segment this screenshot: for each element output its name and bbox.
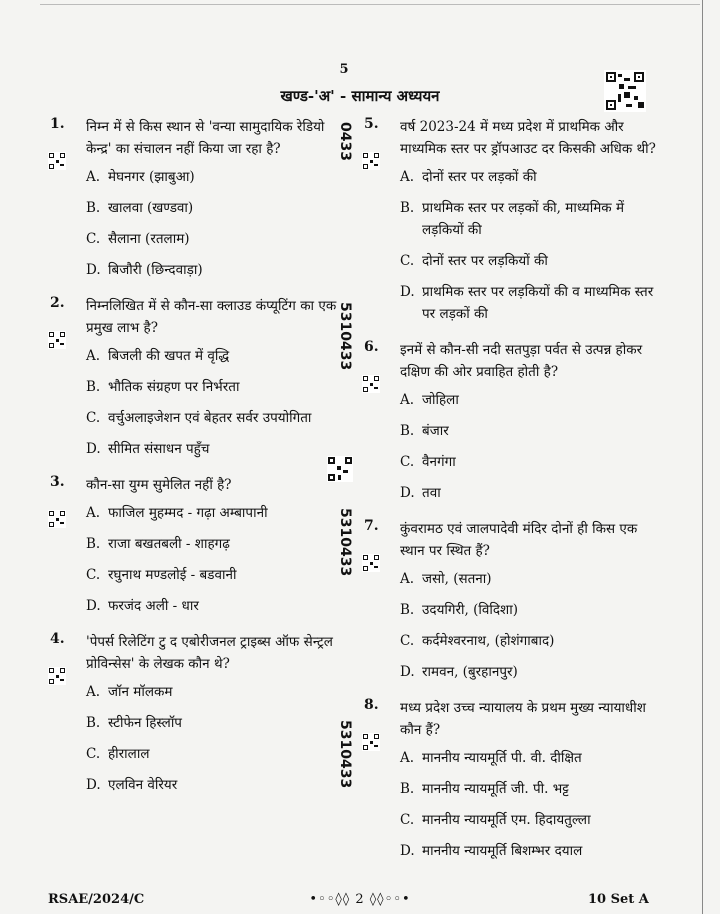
option-letter: A. xyxy=(86,684,101,700)
question-item xyxy=(52,116,342,281)
option-text: जॉन मॉलकम xyxy=(108,684,173,700)
option-letter: D. xyxy=(86,777,101,793)
answer-option xyxy=(86,712,342,734)
option-letter: D. xyxy=(86,598,101,614)
options-list xyxy=(86,345,342,460)
option-letter: B. xyxy=(86,200,101,216)
question-number: 4. xyxy=(50,631,65,647)
option-text: रामवन, (बुरहानपुर) xyxy=(422,664,518,680)
question-item xyxy=(52,295,342,460)
option-text: हीरालाल xyxy=(108,746,150,762)
option-letter: C. xyxy=(86,231,101,247)
question-text: निम्न में से किस स्थान से 'वन्या सामुदायिक रेडियो केन्द्र' का संचालन नहीं किया जा रहा है? xyxy=(86,119,325,157)
answer-option xyxy=(86,228,342,250)
option-letter: B. xyxy=(86,536,101,552)
header-code: 5 xyxy=(339,62,349,77)
answer-option xyxy=(86,502,342,524)
answer-option xyxy=(400,840,666,862)
answer-option xyxy=(400,599,666,621)
top-divider xyxy=(40,4,700,5)
answer-option xyxy=(86,681,342,703)
question-number: 2. xyxy=(50,295,65,311)
option-text: जोहिला xyxy=(422,392,459,408)
option-letter: A. xyxy=(400,392,415,408)
option-letter: D. xyxy=(400,284,415,300)
vertical-code-text: 5310433 xyxy=(337,720,353,789)
option-text: माननीय न्यायमूर्ति एम. हिदायतुल्ला xyxy=(422,812,591,828)
option-text: उदयगिरी, (विदिशा) xyxy=(422,602,518,618)
option-letter: A. xyxy=(86,505,101,521)
option-letter: C. xyxy=(400,454,415,470)
question-text: 'पेपर्स रिलेटिंग टु द एबोरीजनल ट्राइब्स ऑफ सेन्ट्रल प्रोविन्सेस' के लेखक कौन थे? xyxy=(86,634,333,672)
answer-option xyxy=(86,166,342,188)
question-text: निम्नलिखित में से कौन-सा क्लाउड कंप्यूटिंग का एक प्रमुख लाभ है? xyxy=(86,298,337,336)
question-text: मध्य प्रदेश उच्च न्यायालय के प्रथम मुख्य न्यायाधीश कौन हैं? xyxy=(400,700,646,738)
option-text: फाजिल मुहम्मद - गढ़ा अम्बापानी xyxy=(108,505,268,521)
answer-option xyxy=(400,568,666,590)
question-item xyxy=(366,697,666,862)
option-text: वैनगंगा xyxy=(422,454,456,470)
answer-option xyxy=(86,595,342,617)
option-text: सैलाना (रतलाम) xyxy=(108,231,190,247)
options-list xyxy=(86,166,342,281)
question-item xyxy=(366,116,666,325)
answer-option xyxy=(400,281,666,325)
question-number: 1. xyxy=(50,116,65,132)
answer-option xyxy=(86,438,342,460)
qr-code-icon xyxy=(364,536,382,554)
vertical-code-text: 5310433 xyxy=(337,508,353,577)
option-letter: C. xyxy=(86,567,101,583)
option-letter: D. xyxy=(86,262,101,278)
option-text: प्राथमिक स्तर पर लड़कों की, माध्यमिक में लड़कियों की xyxy=(422,200,625,238)
option-text: बंजार xyxy=(422,423,449,439)
option-letter: C. xyxy=(400,633,415,649)
answer-option xyxy=(400,661,666,683)
option-text: बिजौरी (छिन्दवाड़ा) xyxy=(108,262,203,278)
qr-code-icon xyxy=(50,649,68,667)
answer-option xyxy=(400,482,666,504)
answer-option xyxy=(400,250,666,272)
question-number: 6. xyxy=(364,339,379,355)
option-text: बिजली की खपत में वृद्धि xyxy=(108,348,230,364)
qr-code-icon xyxy=(364,134,382,152)
question-number: 8. xyxy=(364,697,379,713)
option-letter: D. xyxy=(400,843,415,859)
options-list xyxy=(400,389,666,504)
answer-option xyxy=(400,389,666,411)
footer-set: 10 Set A xyxy=(588,892,649,907)
option-text: कर्दमेश्वरनाथ, (होशंगाबाद) xyxy=(422,633,555,649)
question-number: 7. xyxy=(364,518,379,534)
answer-option xyxy=(86,774,342,796)
options-list xyxy=(400,166,666,325)
answer-option xyxy=(400,420,666,442)
option-letter: C. xyxy=(86,746,101,762)
question-text: वर्ष 2023-24 में मध्य प्रदेश में प्राथमिक और माध्यमिक स्तर पर ड्रॉपआउट दर किसकी अधिक थी? xyxy=(400,119,656,157)
option-text: सीमित संसाधन पहुँच xyxy=(108,441,210,457)
answer-option xyxy=(86,376,342,398)
qr-code-icon xyxy=(50,313,68,331)
question-number: 3. xyxy=(50,474,65,490)
qr-code-icon xyxy=(604,70,646,112)
answer-option xyxy=(400,197,666,241)
answer-option xyxy=(400,747,666,769)
options-list xyxy=(86,681,342,796)
option-text: फरजंद अली - धार xyxy=(108,598,199,614)
option-text: माननीय न्यायमूर्ति जी. पी. भट्ट xyxy=(422,781,569,797)
answer-option xyxy=(86,197,342,219)
answer-option xyxy=(400,451,666,473)
option-text: स्टीफेन हिस्लॉप xyxy=(108,715,182,731)
option-letter: B. xyxy=(400,423,415,439)
option-letter: D. xyxy=(400,664,415,680)
option-letter: A. xyxy=(400,750,415,766)
option-letter: A. xyxy=(86,169,101,185)
option-text: दोनों स्तर पर लड़कों की xyxy=(422,169,537,185)
option-letter: A. xyxy=(400,169,415,185)
option-letter: B. xyxy=(86,715,101,731)
option-letter: D. xyxy=(86,441,101,457)
option-text: मेघनगर (झाबुआ) xyxy=(108,169,195,185)
right-edge-rule xyxy=(702,0,703,914)
answer-option xyxy=(86,345,342,367)
answer-option xyxy=(400,809,666,831)
option-text: रघुनाथ मण्डलोई - बडवानी xyxy=(108,567,237,583)
answer-option xyxy=(86,743,342,765)
footer-code: RSAE/2024/C xyxy=(48,892,145,907)
option-text: खालवा (खण्डवा) xyxy=(108,200,194,216)
question-text: कुंवरामठ एवं जालपादेवी मंदिर दोनों ही किस एक स्थान पर स्थित हैं? xyxy=(400,521,638,559)
question-item xyxy=(366,339,666,504)
option-letter: A. xyxy=(400,571,415,587)
option-text: तवा xyxy=(422,485,441,501)
option-text: राजा बखतबली - शाहगढ़ xyxy=(108,536,230,552)
answer-option xyxy=(86,533,342,555)
options-list xyxy=(400,747,666,862)
qr-code-icon xyxy=(50,134,68,152)
option-letter: C. xyxy=(86,410,101,426)
vertical-code-text: 0433 xyxy=(337,122,353,161)
option-text: जसो, (सतना) xyxy=(422,571,492,587)
options-list xyxy=(86,502,342,617)
left-column xyxy=(52,116,342,810)
answer-option xyxy=(86,564,342,586)
footer-page-number: •◦◦◊◊ 2 ◊◊◦◦• xyxy=(309,892,411,907)
qr-code-icon xyxy=(364,715,382,733)
option-letter: B. xyxy=(86,379,101,395)
answer-option xyxy=(400,630,666,652)
option-text: भौतिक संग्रहण पर निर्भरता xyxy=(108,379,240,395)
option-text: दोनों स्तर पर लड़कियों की xyxy=(422,253,548,269)
option-text: प्राथमिक स्तर पर लड़कियों की व माध्यमिक स्तर पर लड़कों की xyxy=(422,284,654,322)
qr-code-icon xyxy=(50,492,68,510)
answer-option xyxy=(86,259,342,281)
option-letter: C. xyxy=(400,253,415,269)
right-column xyxy=(366,116,666,876)
option-text: एलविन वेरियर xyxy=(108,777,178,793)
answer-option xyxy=(86,407,342,429)
qr-code-icon xyxy=(364,357,382,375)
option-letter: D. xyxy=(400,485,415,501)
vertical-code-text: 5310433 xyxy=(337,302,353,371)
answer-option xyxy=(400,166,666,188)
question-text: कौन-सा युग्म सुमेलित नहीं है? xyxy=(86,477,232,493)
option-letter: C. xyxy=(400,812,415,828)
answer-option xyxy=(400,778,666,800)
option-letter: A. xyxy=(86,348,101,364)
option-letter: B. xyxy=(400,602,415,618)
question-number: 5. xyxy=(364,116,379,132)
question-item xyxy=(52,474,342,617)
option-text: माननीय न्यायमूर्ति पी. वी. दीक्षित xyxy=(422,750,582,766)
question-item xyxy=(52,631,342,796)
option-letter: B. xyxy=(400,781,415,797)
option-text: वर्चुअलाइजेशन एवं बेहतर सर्वर उपयोगिता xyxy=(108,410,312,426)
section-title: खण्ड-'अ' - सामान्य अध्ययन xyxy=(280,87,440,105)
options-list xyxy=(400,568,666,683)
question-text: इनमें से कौन-सी नदी सतपुड़ा पर्वत से उत्पन्न होकर दक्षिण की ओर प्रवाहित होती है? xyxy=(400,342,643,380)
option-letter: B. xyxy=(400,200,415,216)
option-text: माननीय न्यायमूर्ति बिशम्भर दयाल xyxy=(422,843,583,859)
question-item xyxy=(366,518,666,683)
